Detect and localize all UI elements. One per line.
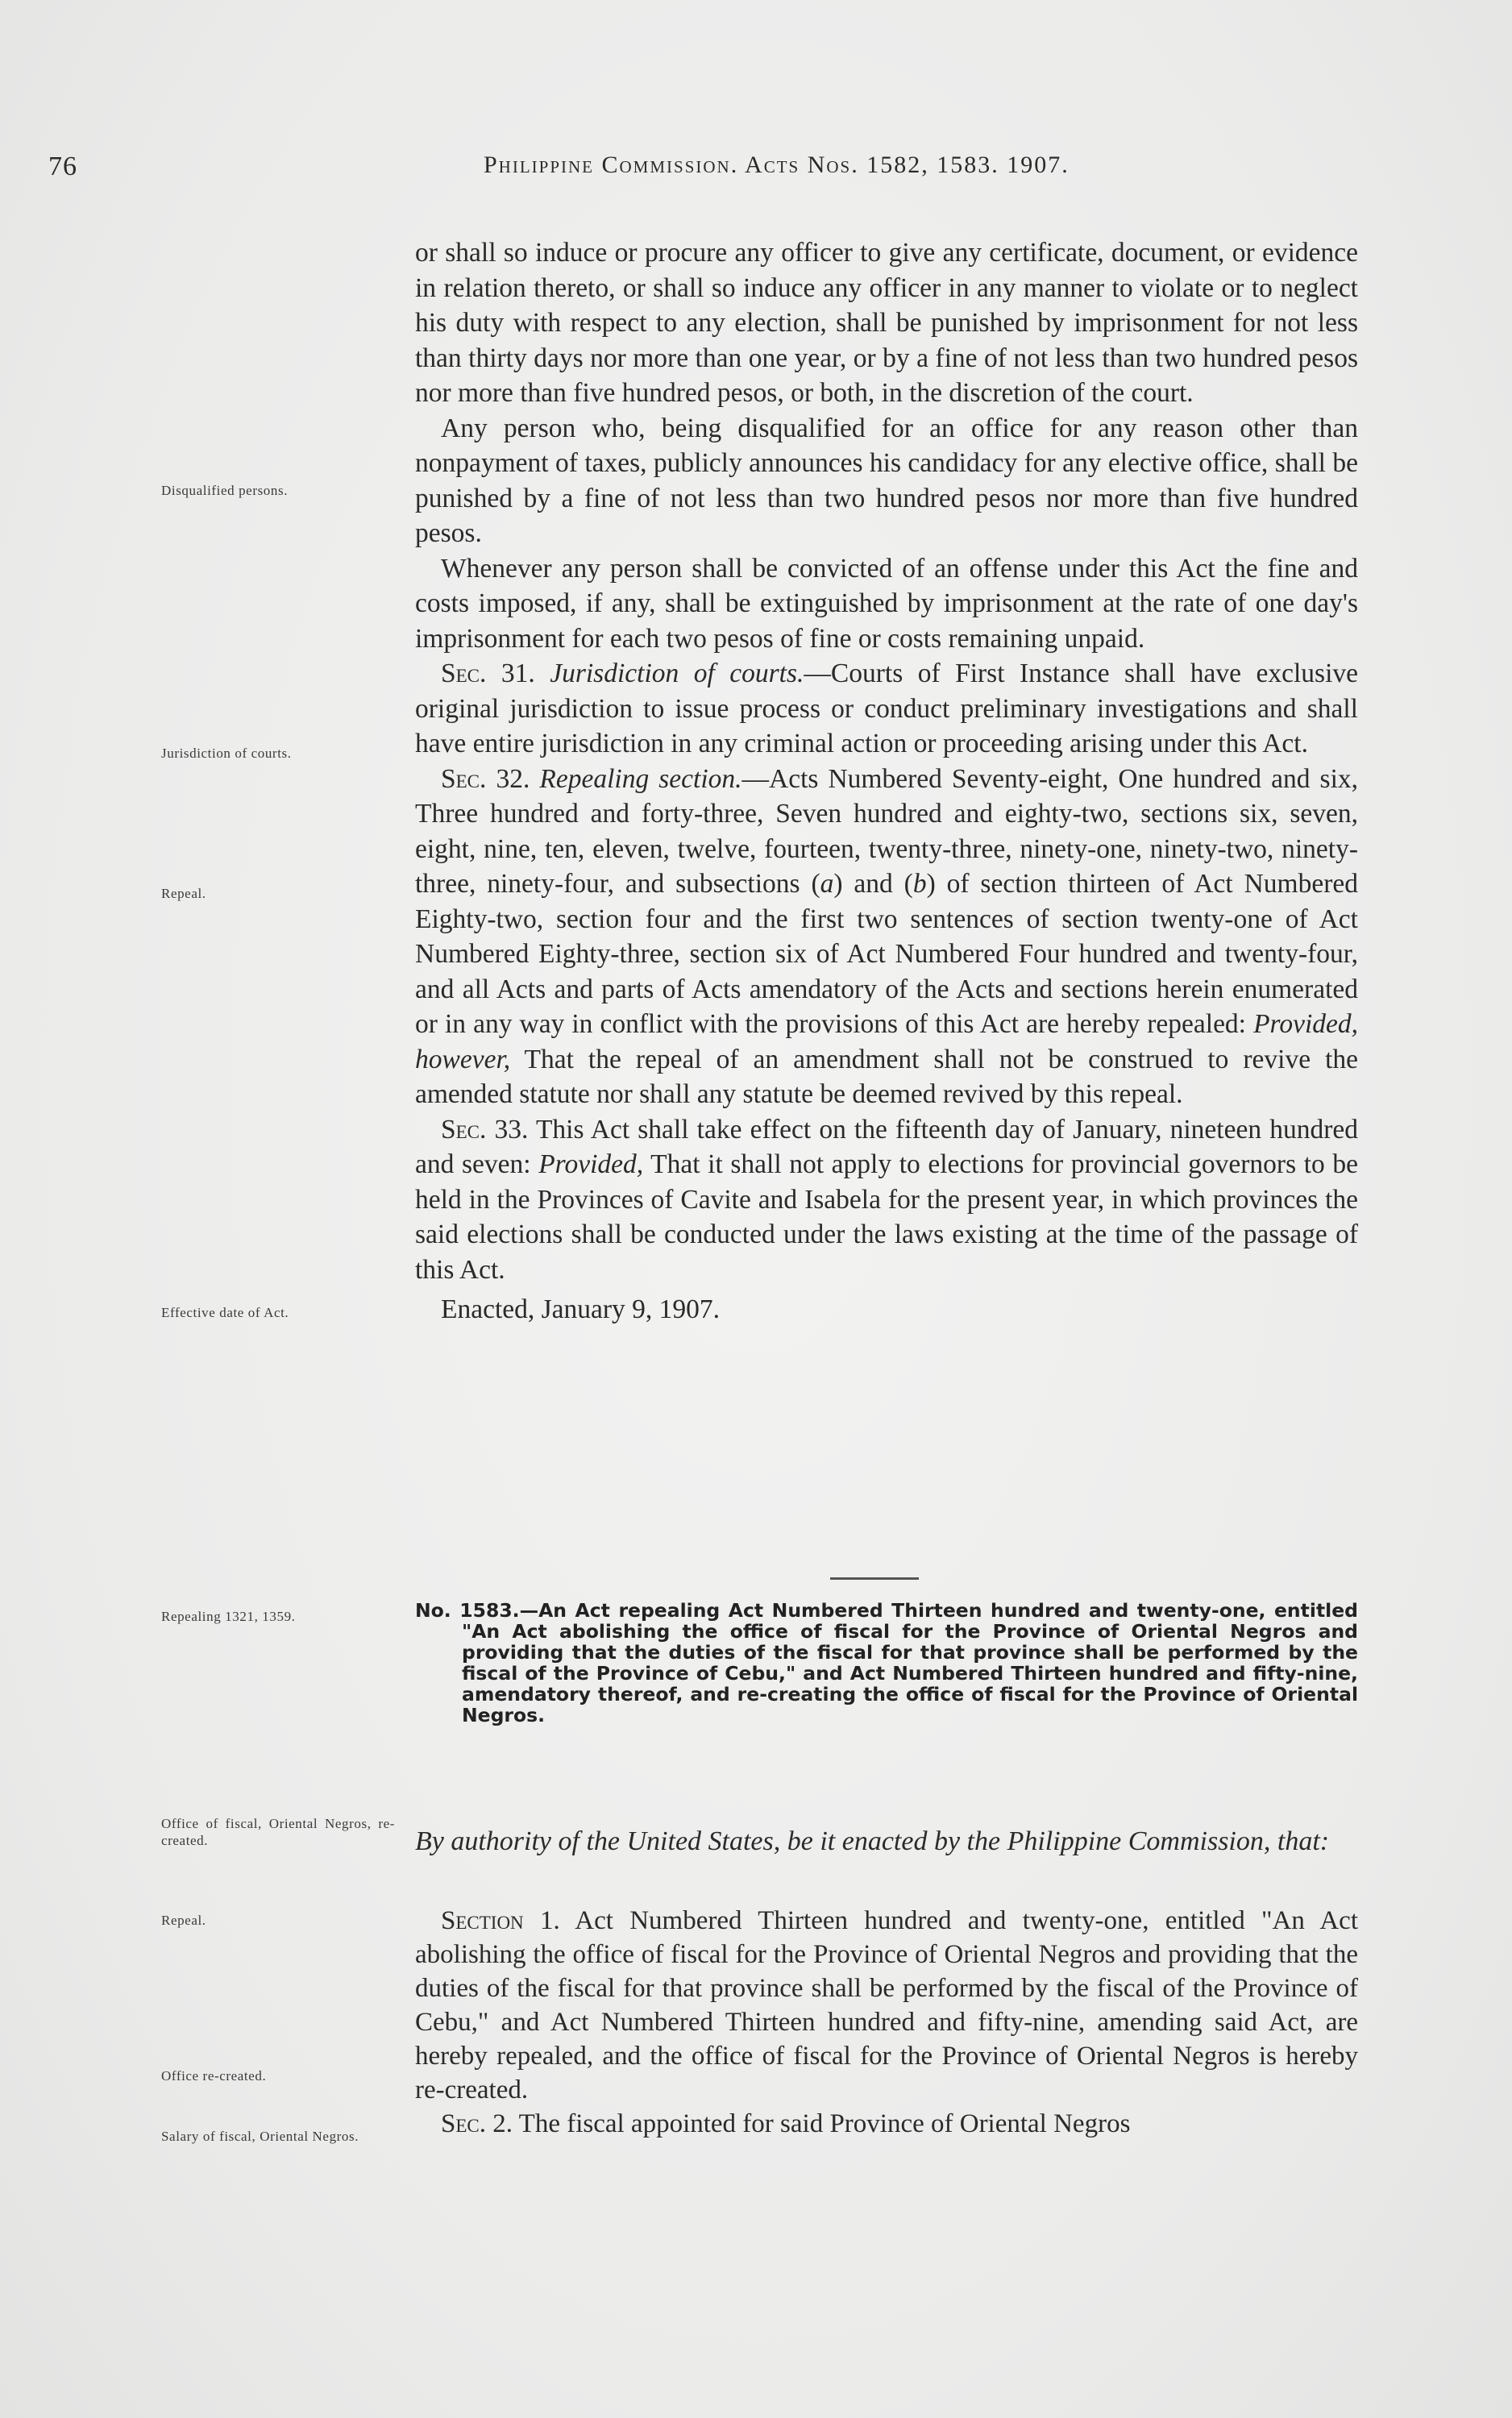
margin-note-office-recreated: Office re-created. bbox=[161, 2068, 267, 2084]
section-text: That it shall not apply to elections for provincial governors to be held in the Provinces of Cavite and Isabela for the present year, in which provinces the said elections shall be conducted under the laws existing at the time of the passage of this Act. bbox=[415, 1149, 1359, 1285]
section-text: ) and ( bbox=[833, 869, 913, 899]
margin-note-office-fiscal: Office of fiscal, Oriental Negros, re-created. bbox=[161, 1816, 395, 1848]
paragraph-continuation: or shall so induce or procure any officer to give any certificate, document, or evidence in relation thereto, or shall so induce any officer in any manner to violate or to neglect his duty with respect to any election, shall be punished by imprisonment for not less than thirty days nor more than one year, or by a fine of not less than two hundred pesos nor more than five hundred pesos, or both, in the discretion of the court. bbox=[415, 238, 1358, 408]
enacted-date: Enacted, January 9, 1907. bbox=[441, 1294, 721, 1324]
section-text: Act Numbered Thirteen hundred and twenty-one, entitled "An Act abolishing the office of fiscal for the Province of Oriental Negros and providing that the duties of the fiscal for that province shall be performed by the fiscal of the Province of Cebu," and Act Numbered Thirteen hundred and fifty-nine, amending said Act, are hereby repealed, and the office of fiscal for the Province of Oriental Negros is hereby re-created. bbox=[415, 1906, 1358, 2104]
margin-note-salary: Salary of fiscal, Oriental Negros. bbox=[161, 2129, 359, 2144]
margin-note-repealing: Repealing 1321, 1359. bbox=[161, 1609, 296, 1624]
act-title-text: —An Act repealing Act Numbered Thirteen hundred and twenty-one, entitled "An Act abolishing the office of fiscal for the Province of Oriental Negros and providing that the duties of the fiscal for that province shall be performed by the fiscal of the Province of Cebu," and Act Numbered Thirteen hundred and fifty-nine, amendatory thereof, and re-creating the office of fiscal for the Province of Oriental Negros. bbox=[462, 1599, 1358, 1726]
section-text: The fiscal appointed for said Province of Oriental Negros bbox=[518, 2109, 1131, 2138]
margin-note-jurisdiction: Jurisdiction of courts. bbox=[161, 746, 292, 761]
proviso: Provided, bbox=[538, 1149, 644, 1179]
section-divider bbox=[830, 1577, 919, 1580]
section-1 bbox=[415, 1904, 1358, 2107]
section-text: That the repeal of an amendment shall not be construed to revive the amended statute nor shall any statute be deemed revived by this repeal. bbox=[415, 1044, 1358, 1109]
act-1583-heading bbox=[415, 1600, 1358, 1726]
section-text: ) of section thirteen of Act Numbered Eighty-two, section four and the first two sentences of section twenty-one of Act Numbered Eighty-three, section six of Act Numbered Four hundred and twenty-four, and all Acts and parts of Acts amendatory of the Acts and sections herein enumerated or in any way in conflict with the provisions of this Act are hereby repealed: bbox=[415, 869, 1358, 1039]
act-number: No. 1583. bbox=[415, 1599, 520, 1622]
margin-note-disqualified: Disqualified persons. bbox=[161, 483, 289, 498]
margin-note-repeal-2: Repeal. bbox=[161, 1913, 206, 1928]
act-1583-body bbox=[415, 1904, 1358, 2141]
section-title: Repealing section. bbox=[539, 763, 742, 794]
margin-note-effective-date: Effective date of Act. bbox=[161, 1305, 289, 1320]
section-text: —Acts Numbered Seventy-eight, One hundred and six, Three hundred and forty-three, Seven hundred and eighty-two, sections six, seven, eight, nine, ten, eleven, twelve, fourteen, twenty-three, ninety-one, ninety-two, ninety-three, ninety-four, and subsections ( bbox=[415, 763, 1358, 899]
section-label: Sec. 2. bbox=[441, 2109, 513, 2138]
enacting-clause: By authority of the United States, be it enacted by the Philippine Commission, that: bbox=[415, 1826, 1330, 1856]
subsection-letter: b bbox=[912, 869, 927, 899]
section-33 bbox=[415, 1112, 1358, 1288]
section-2 bbox=[415, 2107, 1358, 2141]
section-label: Sec. 32. bbox=[441, 763, 530, 794]
section-text: —Courts of First Instance shall have exclusive original jurisdiction to issue process or conduct preliminary investigations and shall have entire jurisdiction in any criminal action or proceeding arising under this Act. bbox=[415, 659, 1359, 758]
section-label: Sec. 31. bbox=[441, 659, 535, 688]
proviso: Provided, however, bbox=[415, 1009, 1358, 1074]
section-32 bbox=[415, 762, 1358, 1112]
section-label: Sec. 33. bbox=[441, 1114, 529, 1145]
paragraph-disqualified-persons: Any person who, being disqualified for an office for any reason other than nonpayment of taxes, publicly announces his candidacy for any elective office, shall be punished by a fine of not less than two hundred pesos nor more than five hundred pesos. bbox=[415, 413, 1358, 548]
page-number: 76 bbox=[48, 152, 77, 181]
section-text: This Act shall take effect on the fifteenth day of January, nineteen hundred and seven: bbox=[415, 1114, 1358, 1179]
page-header bbox=[48, 152, 1354, 192]
act-title bbox=[415, 1600, 1358, 1726]
act-1582-body bbox=[415, 235, 1358, 1327]
paragraph-fine-extinguished: Whenever any person shall be convicted of an offense under this Act the fine and costs imposed, if any, shall be extinguished by imprisonment at the rate of one day's imprisonment for each two pesos of fine or costs remaining unpaid. bbox=[415, 553, 1358, 654]
margin-note-repeal: Repeal. bbox=[161, 886, 206, 901]
running-head: Philippine Commission. Acts Nos. 1582, 1583. 1907. bbox=[484, 152, 1070, 178]
section-title: Jurisdiction of courts. bbox=[550, 659, 804, 688]
subsection-letter: a bbox=[820, 869, 834, 899]
section-label: Section 1. bbox=[441, 1906, 560, 1935]
section-31 bbox=[415, 656, 1358, 762]
